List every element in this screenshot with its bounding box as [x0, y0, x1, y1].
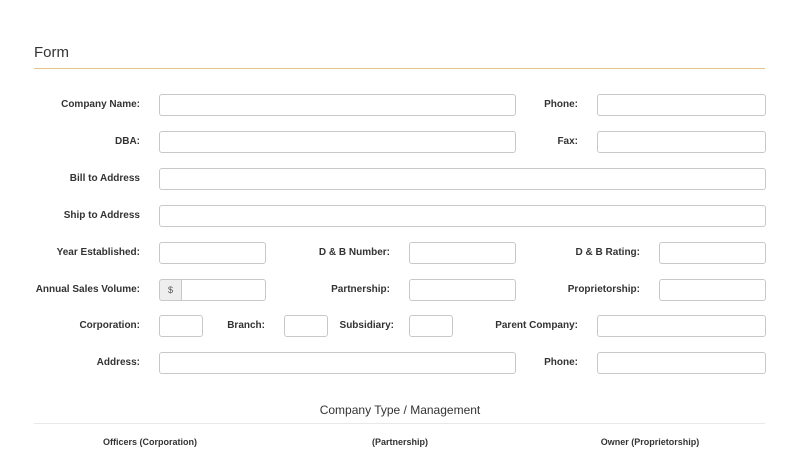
parent-company-input[interactable] — [597, 315, 766, 337]
phone-label: Phone: — [544, 99, 578, 110]
parent-company-label: Parent Company: — [495, 320, 578, 331]
year-established-input[interactable] — [159, 242, 266, 264]
company-type-heading: Company Type / Management — [319, 403, 481, 417]
form-title: Form — [34, 44, 69, 61]
fax-input[interactable] — [597, 131, 766, 153]
branch-input[interactable] — [284, 315, 328, 337]
proprietorship-input[interactable] — [659, 279, 766, 301]
dba-label: DBA: — [115, 136, 140, 147]
title-divider — [34, 68, 765, 69]
bill-to-address-input[interactable] — [159, 168, 766, 190]
address-input[interactable] — [159, 352, 516, 374]
section-divider — [34, 423, 765, 424]
owner-column-header: Owner (Proprietorship) — [600, 437, 700, 447]
annual-sales-volume-input[interactable] — [181, 279, 266, 301]
partnership-label: Partnership: — [331, 284, 390, 295]
corporation-label: Corporation: — [79, 320, 140, 331]
fax-label: Fax: — [557, 136, 578, 147]
company-name-input[interactable] — [159, 94, 516, 116]
proprietorship-label: Proprietorship: — [567, 284, 640, 295]
officers-column-header: Officers (Corporation) — [102, 437, 197, 447]
ship-to-address-label: Ship to Address — [63, 210, 140, 221]
annual-sales-volume-label: Annual Sales Volume: — [35, 284, 140, 295]
db-rating-input[interactable] — [659, 242, 766, 264]
branch-label: Branch: — [227, 320, 265, 331]
corporation-input[interactable] — [159, 315, 203, 337]
subsidiary-input[interactable] — [409, 315, 453, 337]
address-phone-label: Phone: — [544, 357, 578, 368]
db-number-label: D & B Number: — [318, 247, 390, 258]
currency-addon: $ — [159, 279, 181, 301]
phone-input[interactable] — [597, 94, 766, 116]
ship-to-address-input[interactable] — [159, 205, 766, 227]
company-name-label: Company Name: — [61, 99, 140, 110]
address-label: Address: — [96, 357, 140, 368]
db-rating-label: D & B Rating: — [575, 247, 640, 258]
bill-to-address-label: Bill to Address — [69, 173, 140, 184]
db-number-input[interactable] — [409, 242, 516, 264]
year-established-label: Year Established: — [56, 247, 140, 258]
partnership-input[interactable] — [409, 279, 516, 301]
partnership-column-header: (Partnership) — [371, 437, 428, 447]
dba-input[interactable] — [159, 131, 516, 153]
subsidiary-label: Subsidiary: — [339, 320, 394, 331]
address-phone-input[interactable] — [597, 352, 766, 374]
